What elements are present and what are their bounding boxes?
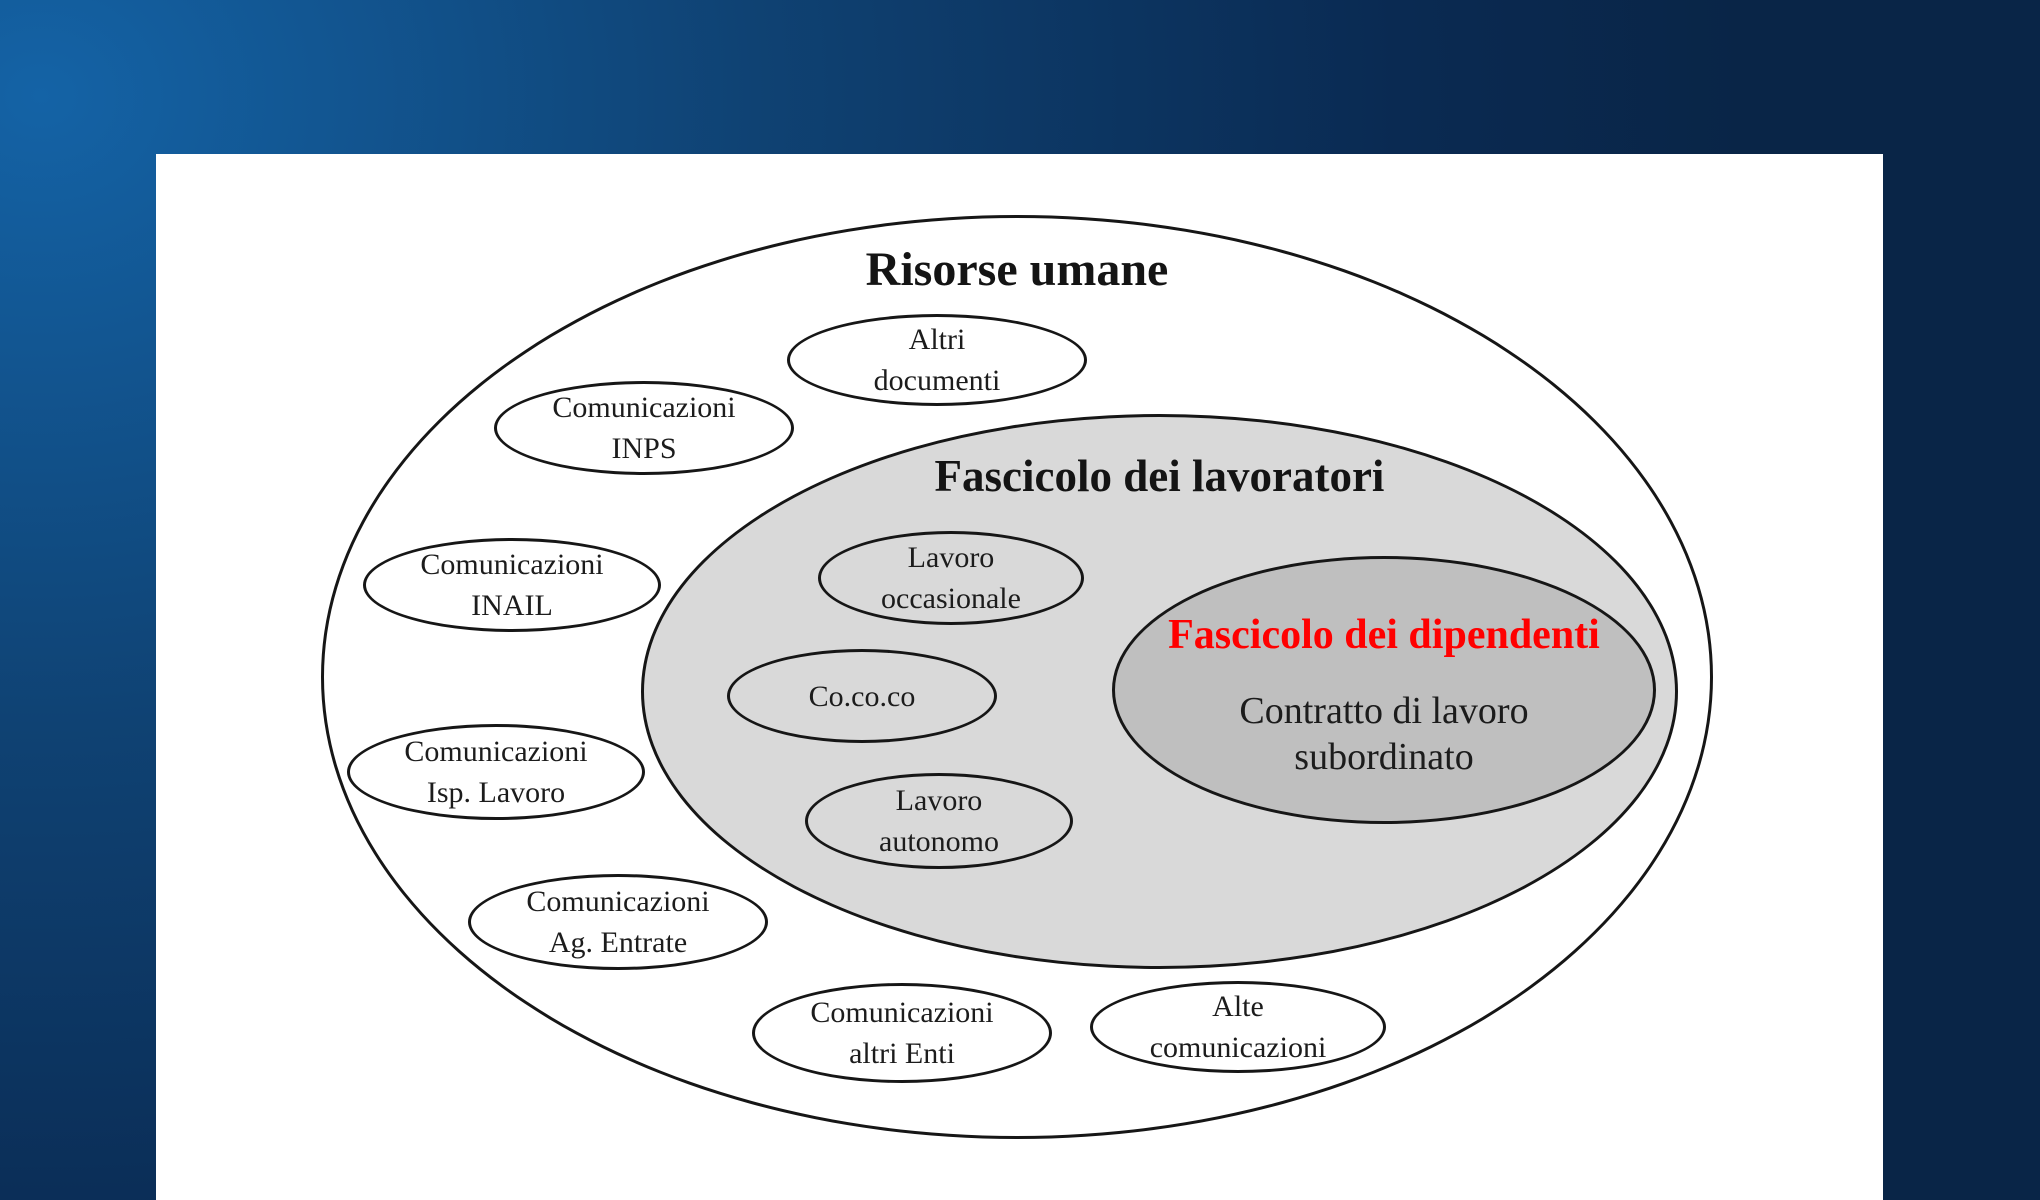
node-label-line1: Comunicazioni	[420, 548, 604, 581]
node-lavoro-occasionale	[818, 531, 1084, 625]
node-co-co-co	[727, 649, 997, 743]
node-label-line2: INPS	[611, 432, 677, 465]
node-label-line2: Ag. Entrate	[548, 926, 688, 959]
node-label-line2: comunicazioni	[1149, 1031, 1327, 1064]
node-label-line1: Lavoro	[907, 541, 995, 574]
node-label-line2: altri Enti	[849, 1037, 955, 1070]
node-label-line1: Lavoro	[895, 784, 983, 817]
node-label-line2: Isp. Lavoro	[426, 776, 566, 809]
node-label-line1: Comunicazioni	[404, 735, 588, 768]
node-label-line1: Comunicazioni	[810, 996, 994, 1029]
employees-body-line1: Contratto di lavoro	[1239, 690, 1529, 732]
node-label-line1: Co.co.co	[808, 679, 916, 713]
node-alte-comunicazioni	[1090, 981, 1386, 1073]
node-comunicazioni-inail	[363, 538, 661, 632]
node-comunicazioni-ag-entrate	[468, 874, 768, 970]
node-label-line2: documenti	[873, 364, 1001, 397]
title-fascicolo-lavoratori: Fascicolo dei lavoratori	[934, 451, 1385, 501]
node-lavoro-autonomo	[805, 773, 1073, 869]
node-label-line2: INAIL	[471, 589, 553, 622]
node-altri-documenti	[787, 314, 1087, 406]
node-label-line1: Altri	[908, 323, 966, 356]
node-label-line1: Comunicazioni	[526, 885, 710, 918]
employees-body-text	[1112, 688, 1656, 780]
node-comunicazioni-altri-enti	[752, 983, 1052, 1083]
slide	[156, 154, 1883, 1200]
node-label-line2: autonomo	[879, 825, 999, 858]
title-fascicolo-dipendenti: Fascicolo dei dipendenti	[1168, 612, 1600, 658]
title-risorse-umane: Risorse umane	[865, 243, 1169, 296]
node-label-line2: occasionale	[881, 582, 1021, 615]
node-label-line1: Comunicazioni	[552, 391, 736, 424]
node-label-line1: Alte	[1212, 990, 1264, 1023]
node-comunicazioni-isp-lavoro	[347, 724, 645, 820]
node-comunicazioni-inps	[494, 381, 794, 475]
employees-body-line2: subordinato	[1294, 736, 1474, 778]
